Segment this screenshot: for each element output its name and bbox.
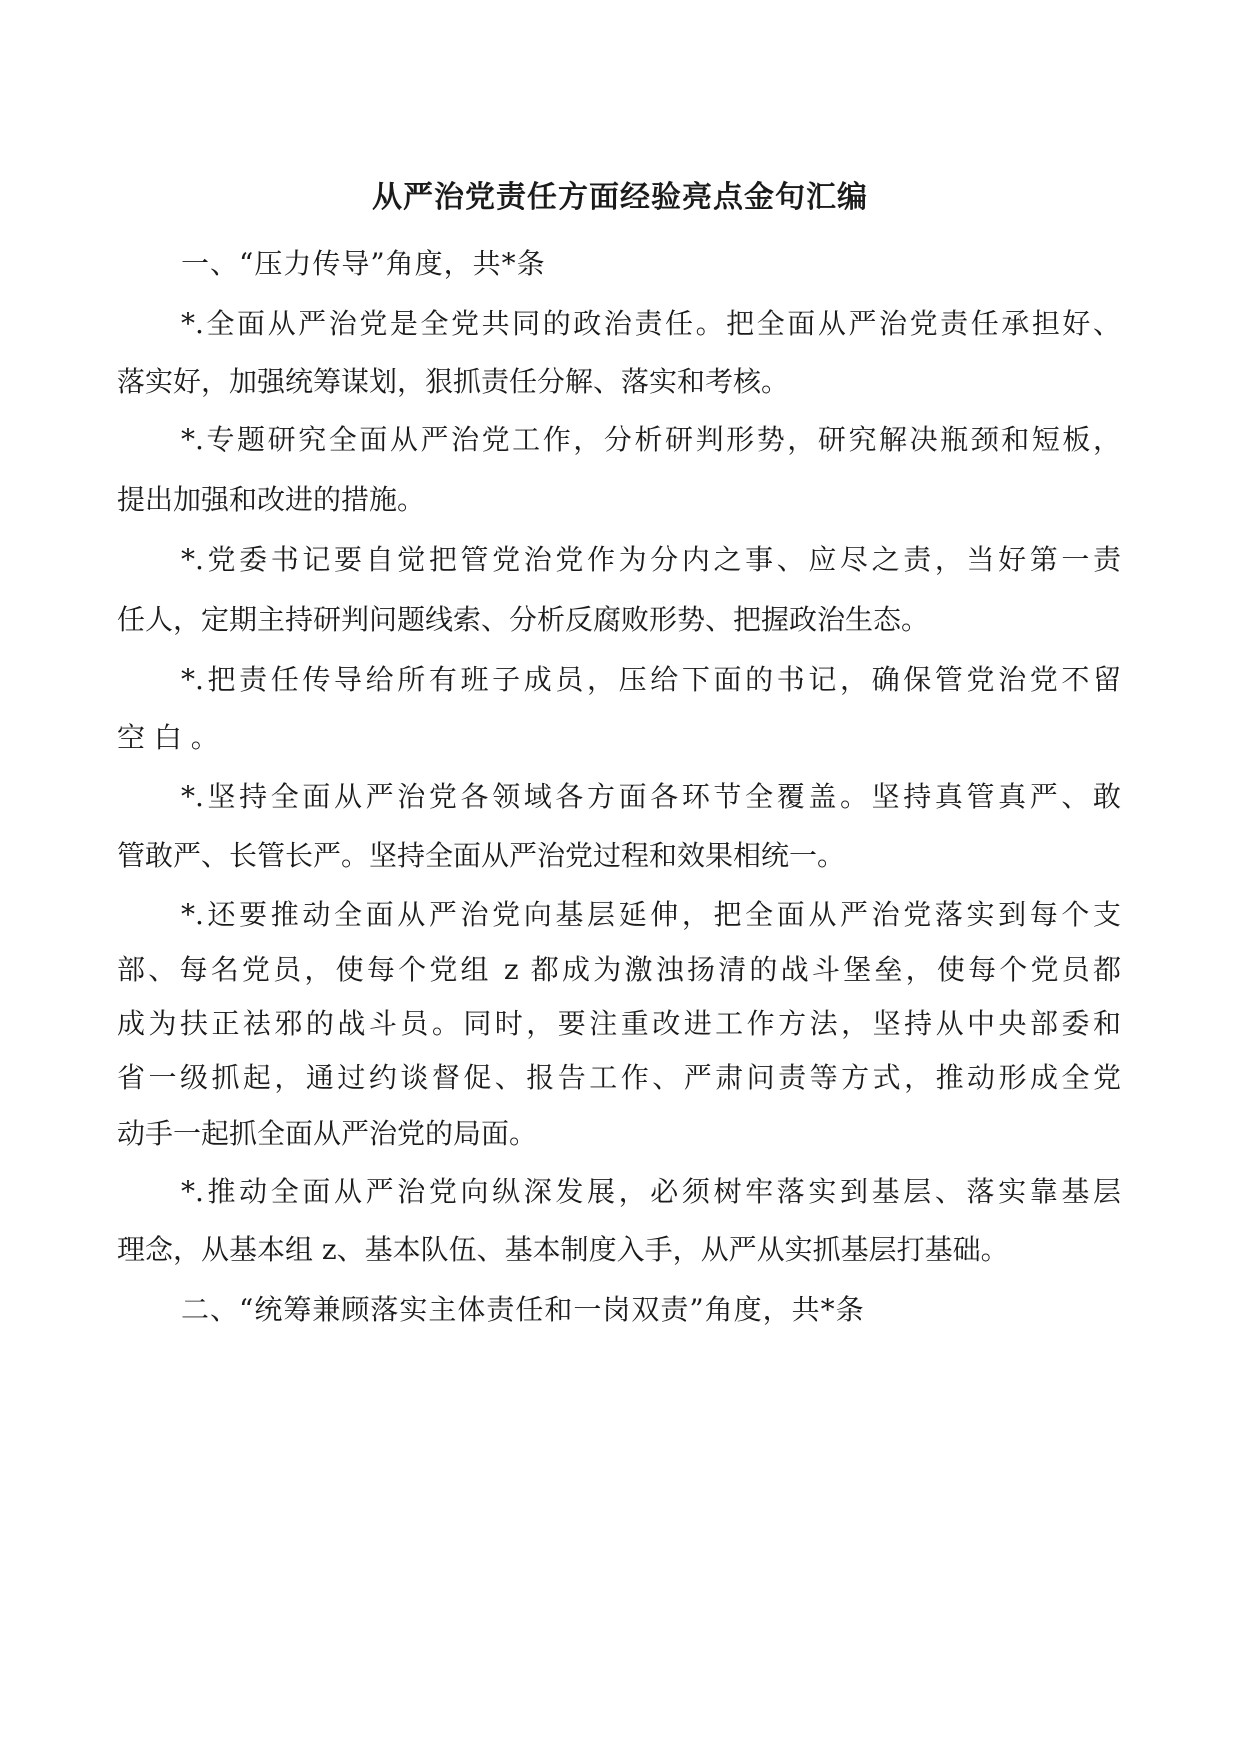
paragraph-line: 管敢严、长管长严。坚持全面从严治党过程和效果相统一。: [117, 839, 846, 872]
paragraph-line: 省一级抓起，通过约谈督促、报告工作、严肃问责等方式，推动形成全党: [117, 1061, 1121, 1094]
paragraph-line: *.党委书记要自觉把管党治党作为分内之事、应尽之责，当好第一责: [181, 543, 1121, 576]
section-2-heading: 二、“统筹兼顾落实主体责任和一岗双责”角度，共*条: [181, 1293, 865, 1326]
paragraph-line: 空 白 。: [117, 721, 219, 754]
section-1-heading: 一、“压力传导”角度，共*条: [181, 247, 546, 280]
document-title: 从严治党责任方面经验亮点金句汇编: [372, 180, 868, 215]
paragraph-line: 部、每名党员，使每个党组 z 都成为激浊扬清的战斗堡垒，使每个党员都: [117, 953, 1121, 986]
paragraph-line: *.还要推动全面从严治党向基层延伸，把全面从严治党落实到每个支: [181, 898, 1121, 931]
paragraph-line: *.全面从严治党是全党共同的政治责任。把全面从严治党责任承担好、: [181, 307, 1121, 340]
paragraph-line: *.把责任传导给所有班子成员，压给下面的书记，确保管党治党不留: [181, 663, 1121, 696]
paragraph-line: 动手一起抓全面从严治党的局面。: [117, 1117, 538, 1150]
paragraph-line: 理念，从基本组 z、基本队伍、基本制度入手，从严从实抓基层打基础。: [117, 1233, 1009, 1266]
paragraph-line: *.坚持全面从严治党各领域各方面各环节全覆盖。坚持真管真严、敢: [181, 780, 1121, 813]
paragraph-line: 成为扶正祛邪的战斗员。同时，要注重改进工作方法，坚持从中央部委和: [117, 1007, 1121, 1040]
paragraph-line: 落实好，加强统筹谋划，狠抓责任分解、落实和考核。: [117, 365, 790, 398]
paragraph-line: *.推动全面从严治党向纵深发展，必须树牢落实到基层、落实靠基层: [181, 1175, 1121, 1208]
paragraph-line: 任人，定期主持研判问题线索、分析反腐败形势、把握政治生态。: [117, 603, 930, 636]
paragraph-line: 提出加强和改进的措施。: [117, 483, 426, 516]
paragraph-line: *.专题研究全面从严治党工作，分析研判形势，研究解决瓶颈和短板，: [181, 423, 1121, 456]
